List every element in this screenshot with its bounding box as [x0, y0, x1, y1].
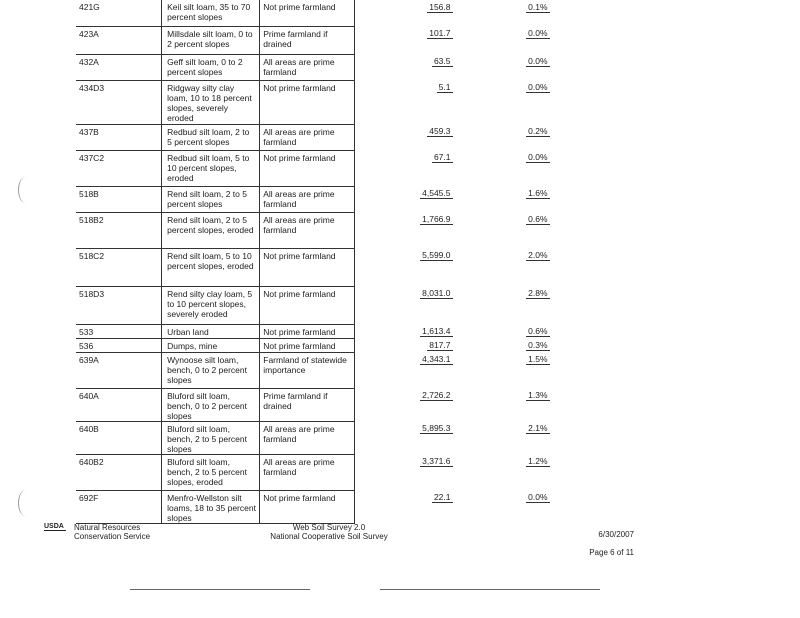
- percent-of-aoi-text: 0.6%: [528, 326, 548, 336]
- map-unit-name-text: Rend silty clay loam, 5 to 10 percent slopes, severely eroded: [167, 288, 253, 319]
- farmland-rating-text: All areas are prime farmland: [263, 456, 335, 477]
- farmland-rating-text: Not prime farmland: [263, 326, 336, 337]
- map-unit-symbol-text: 518D3: [79, 288, 105, 299]
- table-row: [76, 124, 556, 150]
- acres-in-aoi: [355, 0, 457, 26]
- acres-in-aoi-text: 1,613.4: [422, 326, 451, 336]
- table-row: [76, 0, 556, 26]
- farmland-rating: [260, 150, 355, 186]
- farmland-rating: [260, 338, 355, 352]
- table-row: [76, 212, 556, 248]
- percent-of-aoi: [457, 54, 556, 80]
- map-unit-name-text: Geff silt loam, 0 to 2 percent slopes: [167, 56, 243, 77]
- date-and-page: [589, 521, 634, 566]
- table-row: [76, 324, 556, 338]
- percent-of-aoi: [457, 454, 556, 490]
- map-unit-symbol: [76, 124, 162, 150]
- scan-artifact-line: [380, 589, 600, 590]
- percent-of-aoi: [457, 124, 556, 150]
- farmland-rating-text: Farmland of statewide importance: [263, 354, 347, 375]
- percent-of-aoi-text: 0.2%: [528, 126, 548, 136]
- map-unit-symbol-text: 536: [79, 340, 94, 351]
- farmland-rating-text: Not prime farmland: [263, 492, 336, 503]
- acres-in-aoi: [355, 80, 457, 124]
- table-row: [76, 454, 556, 490]
- percent-of-aoi-text: 0.0%: [528, 56, 548, 66]
- farmland-rating-text: Not prime farmland: [263, 82, 336, 93]
- map-unit-symbol: [76, 454, 162, 490]
- map-unit-name: [162, 338, 260, 352]
- map-unit-name-text: Rend silt loam, 5 to 10 percent slopes, eroded: [167, 250, 254, 271]
- percent-of-aoi-text: 1.2%: [528, 456, 548, 466]
- farmland-rating-text: All areas are prime farmland: [263, 126, 335, 147]
- percent-of-aoi: [457, 324, 556, 338]
- map-unit-symbol-text: 640A: [79, 390, 99, 401]
- print-date: 6/30/2007: [598, 530, 634, 539]
- map-unit-name-text: Urban land: [167, 326, 209, 337]
- usda-logo: USDA: [44, 523, 66, 531]
- map-unit-name: [162, 80, 260, 124]
- farmland-rating-text: Not prime farmland: [263, 152, 336, 163]
- percent-of-aoi-text: 2.1%: [528, 423, 548, 433]
- table-row: [76, 388, 556, 421]
- table-row: [76, 26, 556, 54]
- map-unit-name-text: Redbud silt loam, 5 to 10 percent slopes, eroded: [167, 152, 250, 183]
- table-row: [76, 421, 556, 454]
- map-unit-name-text: Bluford silt loam, bench, 2 to 5 percent slopes, eroded: [167, 456, 247, 487]
- map-unit-symbol: [76, 80, 162, 124]
- map-unit-name: [162, 54, 260, 80]
- percent-of-aoi: [457, 490, 556, 523]
- map-unit-symbol-text: 518C2: [79, 250, 105, 261]
- map-unit-symbol: [76, 324, 162, 338]
- map-unit-name: [162, 150, 260, 186]
- percent-of-aoi: [457, 26, 556, 54]
- map-unit-symbol-text: 437C2: [79, 152, 105, 163]
- map-unit-name-text: Dumps, mine: [167, 340, 218, 351]
- farmland-rating: [260, 186, 355, 212]
- acres-in-aoi-text: 156.8: [429, 2, 451, 12]
- map-unit-symbol: [76, 212, 162, 248]
- farmland-rating-text: All areas are prime farmland: [263, 56, 335, 77]
- acres-in-aoi-text: 67.1: [433, 152, 451, 162]
- percent-of-aoi-text: 0.0%: [528, 28, 548, 38]
- map-unit-symbol: [76, 186, 162, 212]
- map-unit-symbol-text: 692F: [79, 492, 99, 503]
- farmland-rating: [260, 454, 355, 490]
- acres-in-aoi-text: 63.5: [433, 56, 451, 66]
- farmland-rating: [260, 124, 355, 150]
- soil-table: [76, 0, 556, 524]
- acres-in-aoi: [355, 186, 457, 212]
- acres-in-aoi-text: 22.1: [433, 492, 451, 502]
- map-unit-symbol-text: 533: [79, 326, 94, 337]
- farmland-rating: [260, 0, 355, 26]
- percent-of-aoi-text: 0.1%: [528, 2, 548, 12]
- acres-in-aoi-text: 459.3: [429, 126, 451, 136]
- percent-of-aoi: [457, 0, 556, 26]
- table-row: [76, 286, 556, 324]
- percent-of-aoi: [457, 338, 556, 352]
- page-number: Page 6 of 11: [589, 548, 634, 557]
- survey-title: Web Soil Survey 2.0 National Cooperative Soil Survey: [270, 523, 388, 541]
- acres-in-aoi: [355, 54, 457, 80]
- map-unit-name-text: Menfro-Wellston silt loams, 18 to 35 percent slopes: [167, 492, 256, 523]
- acres-in-aoi-text: 5,895.3: [422, 423, 451, 433]
- map-unit-name-text: Ridgway silty clay loam, 10 to 18 percent slopes, severely eroded: [167, 82, 252, 123]
- farmland-rating: [260, 324, 355, 338]
- percent-of-aoi-text: 2.8%: [528, 288, 548, 298]
- acres-in-aoi-text: 1,766.9: [422, 214, 451, 224]
- punch-hole-mark: [18, 177, 33, 203]
- farmland-rating: [260, 54, 355, 80]
- acres-in-aoi-text: 4,343.1: [422, 354, 451, 364]
- percent-of-aoi-text: 0.0%: [528, 492, 548, 502]
- percent-of-aoi-text: 1.5%: [528, 354, 548, 364]
- farmland-rating: [260, 490, 355, 523]
- farmland-rating-text: All areas are prime farmland: [263, 214, 335, 235]
- map-unit-symbol: [76, 26, 162, 54]
- map-unit-name-text: Keil silt loam, 35 to 70 percent slopes: [167, 2, 251, 22]
- map-unit-name: [162, 352, 260, 388]
- map-unit-symbol-text: 640B2: [79, 456, 104, 467]
- map-unit-symbol: [76, 490, 162, 523]
- acres-in-aoi: [355, 286, 457, 324]
- acres-in-aoi: [355, 338, 457, 352]
- map-unit-symbol: [76, 54, 162, 80]
- acres-in-aoi: [355, 421, 457, 454]
- map-unit-name-text: Rend silt loam, 2 to 5 percent slopes, eroded: [167, 214, 254, 235]
- map-unit-name: [162, 186, 260, 212]
- acres-in-aoi: [355, 324, 457, 338]
- map-unit-symbol-text: 518B2: [79, 214, 104, 225]
- farmland-rating-text: Prime farmland if drained: [263, 390, 328, 411]
- map-unit-name: [162, 26, 260, 54]
- table-row: [76, 248, 556, 286]
- map-unit-symbol-text: 437B: [79, 126, 99, 137]
- table-row: [76, 352, 556, 388]
- acres-in-aoi-text: 5,599.0: [422, 250, 451, 260]
- percent-of-aoi-text: 0.6%: [528, 214, 548, 224]
- map-unit-name-text: Rend silt loam, 2 to 5 percent slopes: [167, 188, 247, 209]
- farmland-rating: [260, 286, 355, 324]
- map-unit-name: [162, 454, 260, 490]
- map-unit-symbol: [76, 388, 162, 421]
- map-unit-symbol-text: 518B: [79, 188, 99, 199]
- agency-name: Natural Resources Conservation Service: [74, 523, 151, 541]
- acres-in-aoi: [355, 490, 457, 523]
- farmland-rating-text: Not prime farmland: [263, 288, 336, 299]
- acres-in-aoi-text: 5.1: [438, 82, 451, 92]
- acres-in-aoi: [355, 150, 457, 186]
- farmland-rating-text: Not prime farmland: [263, 250, 336, 261]
- percent-of-aoi-text: 2.0%: [528, 250, 548, 260]
- acres-in-aoi-text: 4,545.5: [422, 188, 451, 198]
- percent-of-aoi-text: 0.0%: [528, 82, 548, 92]
- acres-in-aoi-text: 2,726.2: [422, 390, 451, 400]
- percent-of-aoi-text: 1.3%: [528, 390, 548, 400]
- table-row: [76, 80, 556, 124]
- percent-of-aoi-text: 1.6%: [528, 188, 548, 198]
- table-row: [76, 186, 556, 212]
- map-unit-symbol-text: 432A: [79, 56, 99, 67]
- percent-of-aoi: [457, 186, 556, 212]
- farmland-rating-text: Not prime farmland: [263, 2, 336, 12]
- map-unit-symbol: [76, 248, 162, 286]
- map-unit-name-text: Redbud silt loam, 2 to 5 percent slopes: [167, 126, 250, 147]
- map-unit-symbol: [76, 338, 162, 352]
- acres-in-aoi: [355, 352, 457, 388]
- percent-of-aoi-text: 0.3%: [528, 340, 548, 350]
- farmland-rating: [260, 248, 355, 286]
- acres-in-aoi: [355, 124, 457, 150]
- table-row: [76, 338, 556, 352]
- map-unit-symbol: [76, 352, 162, 388]
- farmland-rating: [260, 421, 355, 454]
- map-unit-name-text: Millsdale silt loam, 0 to 2 percent slopes: [167, 28, 253, 49]
- percent-of-aoi: [457, 352, 556, 388]
- map-unit-name-text: Wynoose silt loam, bench, 0 to 2 percent slopes: [167, 354, 247, 385]
- percent-of-aoi: [457, 212, 556, 248]
- table-row: [76, 150, 556, 186]
- farmland-rating: [260, 80, 355, 124]
- map-unit-symbol: [76, 286, 162, 324]
- map-unit-name: [162, 388, 260, 421]
- acres-in-aoi-text: 817.7: [429, 340, 451, 350]
- map-unit-name: [162, 124, 260, 150]
- map-unit-symbol: [76, 0, 162, 26]
- map-unit-symbol-text: 423A: [79, 28, 99, 39]
- farmland-rating-text: Not prime farmland: [263, 340, 336, 351]
- percent-of-aoi: [457, 421, 556, 454]
- farmland-rating-text: All areas are prime farmland: [263, 188, 335, 209]
- map-unit-name: [162, 324, 260, 338]
- map-unit-name: [162, 248, 260, 286]
- scan-artifact-line: [130, 589, 310, 590]
- map-unit-name: [162, 490, 260, 523]
- acres-in-aoi: [355, 26, 457, 54]
- acres-in-aoi-text: 101.7: [429, 28, 451, 38]
- percent-of-aoi: [457, 388, 556, 421]
- percent-of-aoi: [457, 80, 556, 124]
- map-unit-symbol-text: 640B: [79, 423, 99, 434]
- map-unit-name: [162, 212, 260, 248]
- farmland-rating: [260, 352, 355, 388]
- farmland-rating: [260, 388, 355, 421]
- table-row: [76, 54, 556, 80]
- punch-hole-mark: [18, 490, 33, 516]
- map-unit-name-text: Bluford silt loam, bench, 0 to 2 percent slopes: [167, 390, 247, 421]
- acres-in-aoi: [355, 212, 457, 248]
- acres-in-aoi-text: 8,031.0: [422, 288, 451, 298]
- map-unit-symbol-text: 434D3: [79, 82, 105, 93]
- map-unit-symbol-text: 639A: [79, 354, 99, 365]
- farmland-rating: [260, 212, 355, 248]
- percent-of-aoi: [457, 150, 556, 186]
- acres-in-aoi: [355, 248, 457, 286]
- table-row: [76, 490, 556, 523]
- acres-in-aoi: [355, 454, 457, 490]
- map-unit-name: [162, 421, 260, 454]
- map-unit-name: [162, 0, 260, 26]
- acres-in-aoi: [355, 388, 457, 421]
- percent-of-aoi-text: 0.0%: [528, 152, 548, 162]
- map-unit-symbol-text: 421G: [79, 2, 100, 12]
- acres-in-aoi-text: 3,371.6: [422, 456, 451, 466]
- map-unit-name: [162, 286, 260, 324]
- percent-of-aoi: [457, 286, 556, 324]
- farmland-rating: [260, 26, 355, 54]
- map-unit-symbol: [76, 421, 162, 454]
- map-unit-name-text: Bluford silt loam, bench, 2 to 5 percent slopes: [167, 423, 247, 454]
- map-unit-symbol: [76, 150, 162, 186]
- percent-of-aoi: [457, 248, 556, 286]
- farmland-rating-text: All areas are prime farmland: [263, 423, 335, 444]
- farmland-rating-text: Prime farmland if drained: [263, 28, 328, 49]
